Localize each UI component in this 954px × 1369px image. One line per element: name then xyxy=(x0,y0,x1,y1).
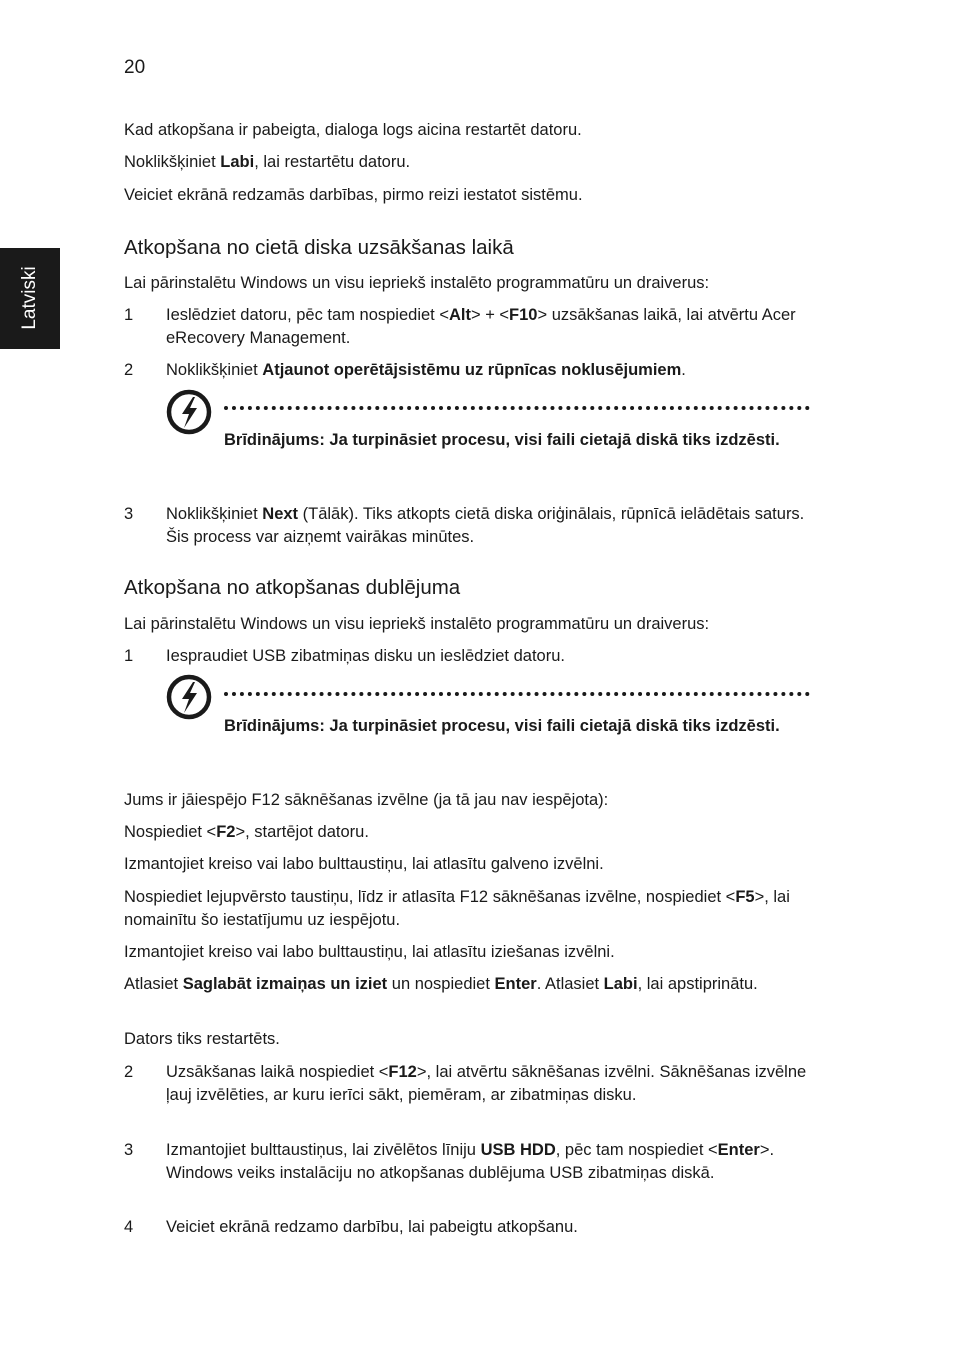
step-number: 1 xyxy=(124,647,134,665)
step-number: 4 xyxy=(124,1218,134,1236)
page-number: 20 xyxy=(124,57,146,78)
section2-paragraph-7: Dators tiks restartēts. xyxy=(124,1030,280,1048)
section2-paragraph-6: Atlasiet Saglabāt izmaiņas un iziet un nospiediet Enter. Atlasiet Labi, lai apstiprinātu. xyxy=(124,975,758,993)
section2-warning: Brīdinājums: Ja turpināsiet procesu, visi faili cietajā diskā tiks izdzēsti. xyxy=(224,717,780,735)
section-heading-disk: Atkopšana no cietā diska uzsākšanas laikā xyxy=(124,236,514,259)
intro-paragraph-1: Kad atkopšana ir pabeigta, dialoga logs aicina restartēt datoru. xyxy=(124,121,582,139)
step-number: 2 xyxy=(124,361,134,379)
section1-step3: Noklikšķiniet Next (Tālāk). Tiks atkopts cietā diska oriģinālais, rūpnīcā ielādētais saturs. Šis process var aizņemt vairākas minūtes. xyxy=(166,505,805,546)
intro-paragraph-3: Veiciet ekrānā redzamās darbības, pirmo reizi iestatot sistēmu. xyxy=(124,186,583,204)
section-heading-backup: Atkopšana no atkopšanas dublējuma xyxy=(124,576,461,599)
warning-divider xyxy=(224,692,810,696)
section1-warning: Brīdinājums: Ja turpināsiet procesu, visi faili cietajā diskā tiks izdzēsti. xyxy=(224,431,780,449)
section2-step2: Uzsākšanas laikā nospiediet <F12>, lai atvērtu sāknēšanas izvēlni. Sāknēšanas izvēlne ļauj izvēlēties, ar kuru ierīci sākt, piemēram, ar zibatmiņas disku. xyxy=(166,1063,807,1104)
section2-paragraph-2: Nospiediet <F2>, startējot datoru. xyxy=(124,823,369,841)
section1-step2: Noklikšķiniet Atjaunot operētājsistēmu uz rūpnīcas noklusējumiem. xyxy=(166,361,686,379)
section2-paragraph-5: Izmantojiet kreiso vai labo bulttaustiņu, lai atlasītu iziešanas izvēlni. xyxy=(124,943,615,961)
section2-paragraph-1: Jums ir jāiespējo F12 sāknēšanas izvēlne (ja tā jau nav iespējota): xyxy=(124,791,609,809)
warning-divider xyxy=(224,406,810,410)
language-side-tab xyxy=(0,248,60,349)
section2-step3: Izmantojiet bulttaustiņus, lai zivēlētos līniju USB HDD, pēc tam nospiediet <Enter>. Windows veiks instalāciju no atkopšanas dublējuma USB zibatmiņas diskā. xyxy=(166,1141,775,1182)
step-number: 3 xyxy=(124,505,134,523)
section1-lead: Lai pārinstalētu Windows un visu iepriekš instalēto programmatūru un draiverus: xyxy=(124,274,710,292)
section1-step1: Ieslēdziet datoru, pēc tam nospiediet <Alt> + <F10> uzsākšanas laikā, lai atvērtu Acer eRecovery Management. xyxy=(166,306,796,347)
step-number: 3 xyxy=(124,1141,134,1159)
section2-lead: Lai pārinstalētu Windows un visu iepriekš instalēto programmatūru un draiverus: xyxy=(124,615,710,633)
lightning-warning-icon xyxy=(166,389,212,435)
step-number: 2 xyxy=(124,1063,134,1081)
section2-step4: Veiciet ekrānā redzamo darbību, lai pabeigtu atkopšanu. xyxy=(166,1218,578,1236)
step-number: 1 xyxy=(124,306,134,324)
section2-paragraph-3: Izmantojiet kreiso vai labo bulttaustiņu, lai atlasītu galveno izvēlni. xyxy=(124,855,604,873)
lightning-warning-icon xyxy=(166,674,212,720)
language-label: Latviski xyxy=(19,266,40,330)
intro-paragraph-2: Noklikšķiniet Labi, lai restartētu datoru. xyxy=(124,153,411,171)
section2-paragraph-4: Nospiediet lejupvērsto taustiņu, līdz ir atlasīta F12 sāknēšanas izvēlne, nospiediet <F5>, lai nomainītu šo iestatījumu uz iespējotu. xyxy=(124,888,790,929)
section2-step1: Iespraudiet USB zibatmiņas disku un ieslēdziet datoru. xyxy=(166,647,565,665)
